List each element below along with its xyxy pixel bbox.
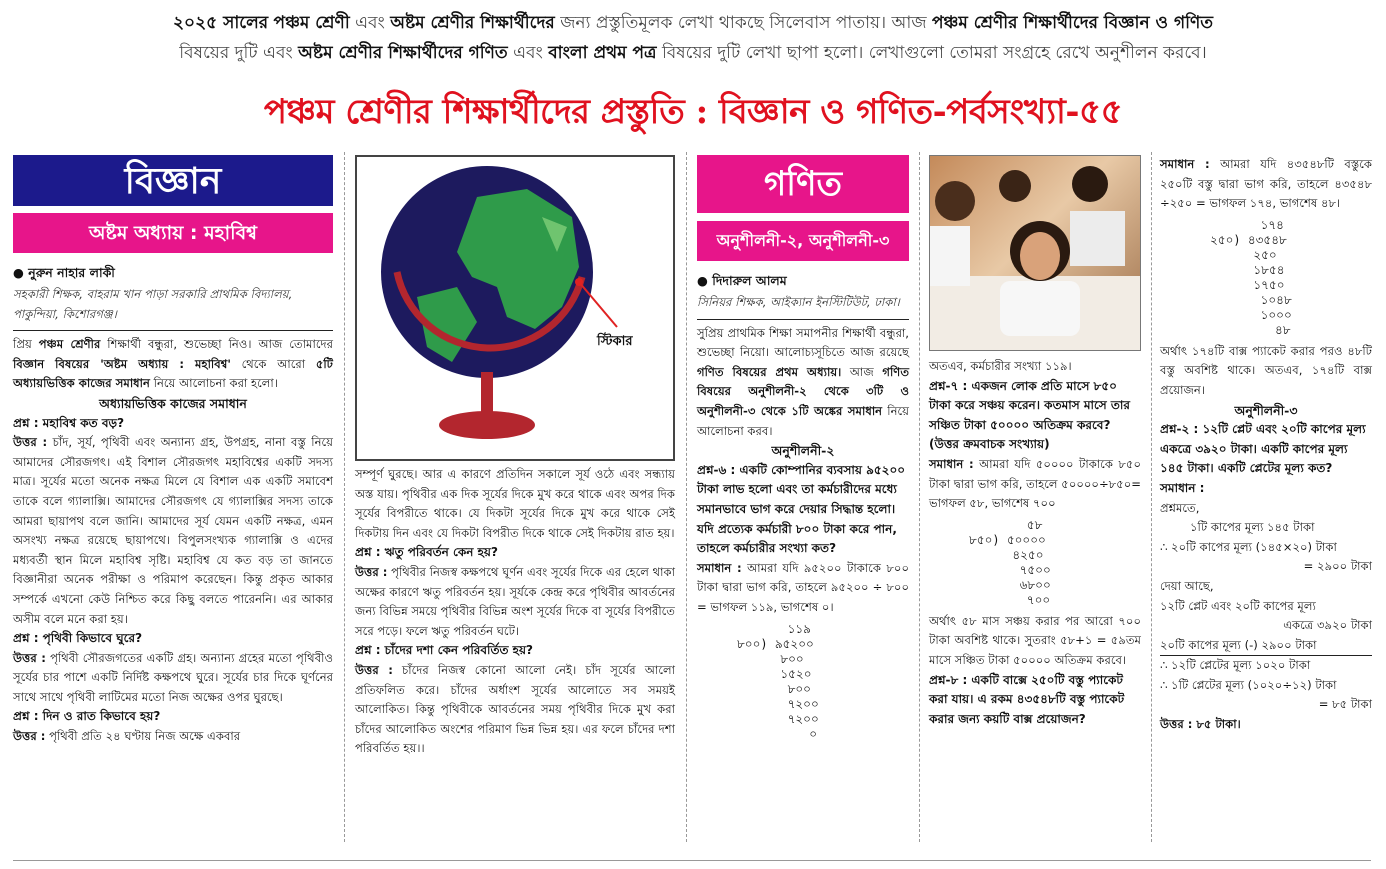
- answer-2: উত্তর : পৃথিবী সৌরজগতের একটি গ্রহ। অন্যান্য গ্রহের মতো পৃথিবীও সূর্যের চার পাশে একটি নির্দিষ্ট কক্ষপথে ঘুরে। সূর্যের চার দিকে ঘূর্ণনের সাথে সাথে পৃথিবী লাটিমের মতো নিজ অক্ষের ওপর ঘুরছে।: [13, 650, 333, 704]
- exercise-3-heading: অনুশীলনী-৩: [1234, 402, 1298, 418]
- solution-9-e: দেয়া আছে,: [1160, 578, 1214, 593]
- division-7: ৫৮ ৮৫০) ৫০০০০ ৪২৫০ ৭৫০০ ৬৮০০ ৭০০: [969, 517, 1051, 607]
- answer-5: উত্তর : চাঁদের নিজস্ব কোনো আলো নেই। চাঁদ সূর্যের আলো প্রতিফলিত করে। চাঁদের অর্ধাংশ সূর্যের আলোতে সব সময়ই আলোকিত। কিন্তু পৃথিবীকে আবর্তনের সময় পৃথিবীর দিকে মুখ করা চাঁদের আলোকিত অংশের পরিমাণ ভিন্ন ভিন্ন হয়। এর ফলে চাঁদের দশা পরিবর্তিত হয়।।: [355, 662, 675, 756]
- solution-9-a: প্রশ্নমতে,: [1160, 500, 1200, 515]
- science-author: ● নুরুন নাহার লাকী: [13, 265, 115, 280]
- solution-7-result: অর্থাৎ ৫৮ মাস সঞ্চয় করার পর আরো ৭০০ টাকা অবশিষ্ট থাকে। সুতরাং ৫৮+১ = ৫৯তম মাসে সঞ্চিত টাকা ৫০০০০ অতিক্রম করবে।: [929, 613, 1141, 667]
- math-intro: সুপ্রিয় প্রাথমিক শিক্ষা সমাপনীর শিক্ষার্থী বন্ধুরা, শুভেচ্ছা নিয়ো। আলোচ্যসূচিতে আজ রয়েছে গণিত বিষয়ের প্রথম অধ্যায়। আজ গণিত বিষয়ের অনুশীলনী-২ থেকে ৩টি ও অনুশীলনী-৩ থেকে ১টি অঙ্কের সমাধান নিয়ে আলোচনা করব।: [697, 325, 910, 438]
- science-chapter: অষ্টম অধ্যায় : মহাবিশ্ব: [13, 213, 333, 253]
- intro-and: এবং: [355, 13, 385, 33]
- solution-9-j: ∴ ১টি প্লেটের মূল্য (১০২০÷১২) টাকা: [1160, 677, 1337, 692]
- solution-8: সমাধান : আমরা যদি ৪৩৫৪৮টি বস্তুকে ২৫০টি বস্তু দ্বারা ভাগ করি, তাহলে ৪৩৫৪৮ ÷২৫০ = ভাগফল ১৭৪, ভাগশেষ ৪৮।: [1160, 157, 1372, 211]
- solution-9-g: একত্রে ৩৯২০ টাকা: [1283, 618, 1372, 633]
- question-4: প্রশ্ন : ঋতু পরিবর্তন কেন হয়?: [355, 545, 498, 560]
- science-column: [13, 155, 333, 747]
- solution-6: সমাধান : আমরা যদি ৯৫২০০ টাকাকে ৮০০ টাকা দ্বারা ভাগ করি, তাহলে ৯৫২০০ ÷ ৮০০ = ভাগফল ১১৯, ভাগশেষ ০।: [697, 560, 909, 614]
- page-headline: পঞ্চম শ্রেণীর শিক্ষার্থীদের প্রস্তুতি : বিজ্ঞান ও গণিত-পর্বসংখ্যা-৫৫: [263, 92, 1123, 132]
- answer-3: উত্তর : পৃথিবী প্রতি ২৪ ঘণ্টায় নিজ অক্ষে একবার: [13, 729, 241, 744]
- solution-9-c: ∴ ২০টি কাপের মূল্য (১৪৫×২০) টাকা: [1160, 539, 1337, 554]
- science-designation: সহকারী শিক্ষক, বাহরাম খান পাড়া সরকারি প্রাথমিক বিদ্যালয়, পাকুন্দিয়া, কিশোরগঞ্জ।: [13, 285, 333, 331]
- column-divider: [1151, 152, 1152, 842]
- intro-notice: [40, 8, 1346, 68]
- exercise-2-heading: অনুশীলনী-২: [771, 443, 835, 459]
- intro-text-1: জন্য প্রস্তুতিমূলক লেখা থাকছে সিলেবাস পাতায়। আজ: [560, 13, 927, 33]
- science-section-heading: অধ্যায়ভিত্তিক কাজের সমাধান: [99, 395, 247, 411]
- question-1: প্রশ্ন : মহাবিশ্ব কত বড়?: [13, 415, 125, 430]
- globe-illustration: [355, 155, 675, 461]
- math-title: গণিত: [697, 155, 909, 213]
- division-6: ১১৯ ৮০০) ৯৫২০০ ৮০০ ১৫২০ ৮০০ ৭২০০ ৭২০০ ০: [737, 621, 819, 741]
- answer-4: উত্তর : পৃথিবীর নিজস্ব কক্ষপথে ঘূর্ণন এবং সূর্যের দিকে এর হেলে থাকা অক্ষের কারণে ঋতু পরিবর্তন হয়। সূর্যকে কেন্দ্র করে পৃথিবীর আবর্তনের জন্য বিভিন্ন সময়ে পৃথিবীর বিভিন্ন অংশ সূর্যের দিকে বা সূর্যের বিপরীতে সরে পড়ে। ফলে ঋতু পরিবর্তন ঘটে।: [355, 564, 675, 638]
- solution-9-h: ২০টি কাপের মূল্য (-) ২৯০০ টাকা: [1160, 636, 1372, 657]
- intro-text-2: বিষয়ের দুটি এবং: [179, 43, 293, 63]
- students-image-icon: [930, 156, 1140, 350]
- science-intro: প্রিয় পঞ্চম শ্রেণীর শিক্ষার্থী বন্ধুরা, শুভেচ্ছা নিও। আজ তোমাদের বিজ্ঞান বিষয়ের 'অষ্টম অধ্যায় : মহাবিশ্ব' থেকে আরো ৫টি অধ্যায়ভিত্তিক কাজের সমাধান নিয়ে আলোচনা করা হলো।: [13, 337, 334, 391]
- intro-class8-math: অষ্টম শ্রেণীর শিক্ষার্থীদের গণিত: [298, 43, 508, 63]
- math-designation: সিনিয়র শিক্ষক, আইক্যান ইনস্টিটিউট, ঢাকা।: [697, 293, 909, 320]
- final-answer: উত্তর : ৮৫ টাকা।: [1160, 717, 1241, 732]
- math-author: ● দিদারুল আলম: [697, 273, 787, 288]
- solution-6-result: অতএব, কর্মচারীর সংখ্যা ১১৯।: [929, 359, 1072, 373]
- solution-9-k: = ৮৫ টাকা: [1318, 697, 1372, 712]
- answer-1: উত্তর : চাঁদ, সূর্য, পৃথিবী এবং অন্যান্য গ্রহ, উপগ্রহ, নানা বস্তু নিয়ে আমাদের সৌরজগৎ। এই বিশাল সৌরজগৎ মহাবিশ্বের একটি সদস্য মাত্র। সূর্যের মতো অনেক নক্ষত্র মিলে যে বিশাল এক একটি সমাবেশ তাকে বলে গ্যালাক্সি। আমাদের সৌরজগৎ যে গ্যালাক্সির সদস্য তাকে আমরা ছায়াপথ বলে জানি। আমাদের সূর্য যেমন একটি নক্ষত্র, এমন অসংখ্য নক্ষত্র রয়েছে ছায়াপথে। বিপুলসংখ্যক গ্যালাক্সি ও এদের মধ্যবর্তী স্থান মিলে মহাবিশ্ব সৃষ্টি। মহাবিশ্ব যে কত বড় তা জানতে বিজ্ঞানীরা অনেক পরীক্ষা ও পরিমাপ করেছেন। কিন্তু প্রকৃত আকার সম্পর্কে এখনো কেউ নিশ্চিত করে কিছু বলতে পারেননি। এর আকার অসীম বলে মনে করা হয়।: [13, 435, 333, 626]
- question-6: প্রশ্ন-৬ : একটি কোম্পানির ব্যবসায় ৯৫২০০ টাকা লাভ হলো এবং তা কর্মচারীদের মধ্যে সমানভাবে ভাগ করে দেয়ার সিদ্ধান্ত হলো। যদি প্রত্যেক কর্মচারী ৮০০ টাকা করে পান, তাহলে কর্মচারীর সংখ্যা কত?: [697, 462, 906, 556]
- question-3: প্রশ্ন : দিন ও রাত কিভাবে হয়?: [13, 709, 161, 724]
- sticker-label: স্টিকার: [597, 334, 633, 349]
- solution-9-i: ∴ ১২টি প্লেটের মূল্য ১০২০ টাকা: [1160, 658, 1311, 673]
- intro-and-2: এবং: [513, 43, 543, 63]
- math-column: [697, 155, 909, 746]
- question-2: প্রশ্ন : পৃথিবী কিভাবে ঘুরে?: [13, 631, 143, 646]
- intro-subjects: পঞ্চম শ্রেণীর শিক্ষার্থীদের বিজ্ঞান ও গণিত: [931, 13, 1213, 33]
- solution-9-b: ১টি কাপের মূল্য ১৪৫ টাকা: [1190, 520, 1315, 535]
- intro-year: ২০২৫ সালের: [173, 13, 269, 33]
- science-column-2: [355, 155, 675, 759]
- question-7: প্রশ্ন-৭ : একজন লোক প্রতি মাসে ৮৫০ টাকা করে সঞ্চয় করেন। কতমাস মাসে তার সঞ্চিত টাকা ৫০০০০ অতিক্রম করবে? (উত্তর ক্রমবাচক সংখ্যায়): [929, 378, 1130, 452]
- question-5: প্রশ্ন : চাঁদের দশা কেন পরিবর্তিত হয়?: [355, 643, 534, 658]
- bottom-rule: [13, 860, 1371, 861]
- intro-class8: অষ্টম শ্রেণীর শিক্ষার্থীদের: [390, 13, 555, 33]
- intro-text-3: বিষয়ের দুটি লেখা ছাপা হলো। লেখাগুলো তোমরা সংগ্রহে রেখে অনুশীলন করবে।: [661, 43, 1207, 63]
- science-title: বিজ্ঞান: [13, 155, 333, 209]
- solution-8-result: অর্থাৎ ১৭৪টি বাক্স প্যাকেট করার পরও ৪৮টি বস্তু অবশিষ্ট থাকে। অতএব, ১৭৪টি বাক্স প্রয়োজন।: [1160, 343, 1372, 397]
- column-divider: [686, 152, 687, 842]
- math-chapter: অনুশীলনী-২, অনুশীলনী-৩: [697, 221, 909, 261]
- solution-7: সমাধান : আমরা যদি ৫০০০০ টাকাকে ৮৫০ টাকা দ্বারা ভাগ করি, তাহলে ৫০০০০÷৮৫০= ভাগফল ৫৮, ভাগশেষ ৭০০: [929, 456, 1141, 511]
- math-column-3: [1160, 155, 1372, 735]
- students-photo: [929, 155, 1141, 351]
- globe-icon: [357, 157, 673, 459]
- solution-9-label: সমাধান :: [1160, 480, 1205, 495]
- column-divider: [344, 152, 345, 842]
- division-8: ১৭৪ ২৫০) ৪৩৫৪৮ ২৫০ ১৮৫৪ ১৭৫০ ১০৪৮ ১০০০ ৪৮: [1210, 217, 1292, 337]
- column-divider: [919, 152, 920, 842]
- question-9: প্রশ্ন-২ : ১২টি প্লেট এবং ২০টি কাপের মূল্য একত্রে ৩৯২০ টাকা। একটি কাপের মূল্য ১৪৫ টাকা। একটি প্লেটের মূল্য কত?: [1160, 422, 1366, 476]
- solution-9-f: ১২টি প্লেট এবং ২০টি কাপের মূল্য: [1160, 598, 1316, 613]
- math-column-2: [929, 155, 1141, 729]
- answer-3-continued: সম্পূর্ণ ঘুরছে। আর এ কারণে প্রতিদিন সকালে সূর্য ওঠে এবং সন্ধ্যায় অস্ত যায়। পৃথিবীর এক দিক সূর্যের দিকে মুখ করে থাকে এবং অপর দিক সূর্যের বিপরীতে থাকে। যে দিকটা সূর্যের দিকে মুখ করে থাকে সেই দিকটায় দিন এবং যে দিকটা বিপরীত দিকে থাকে সেই দিকটায় রাত হয়।: [355, 467, 675, 540]
- solution-9-d: = ২৯০০ টাকা: [1303, 559, 1372, 574]
- question-8: প্রশ্ন-৮ : একটি বাক্সে ২৫০টি বস্তু প্যাকেট করা যায়। এ রকম ৪৩৫৪৮টি বস্তু প্যাকেট করার জন্য কয়টি বাক্স প্রয়োজন?: [929, 672, 1125, 726]
- intro-class5: পঞ্চম শ্রেণী: [273, 13, 350, 33]
- intro-bangla: বাংলা প্রথম পত্র: [548, 43, 657, 63]
